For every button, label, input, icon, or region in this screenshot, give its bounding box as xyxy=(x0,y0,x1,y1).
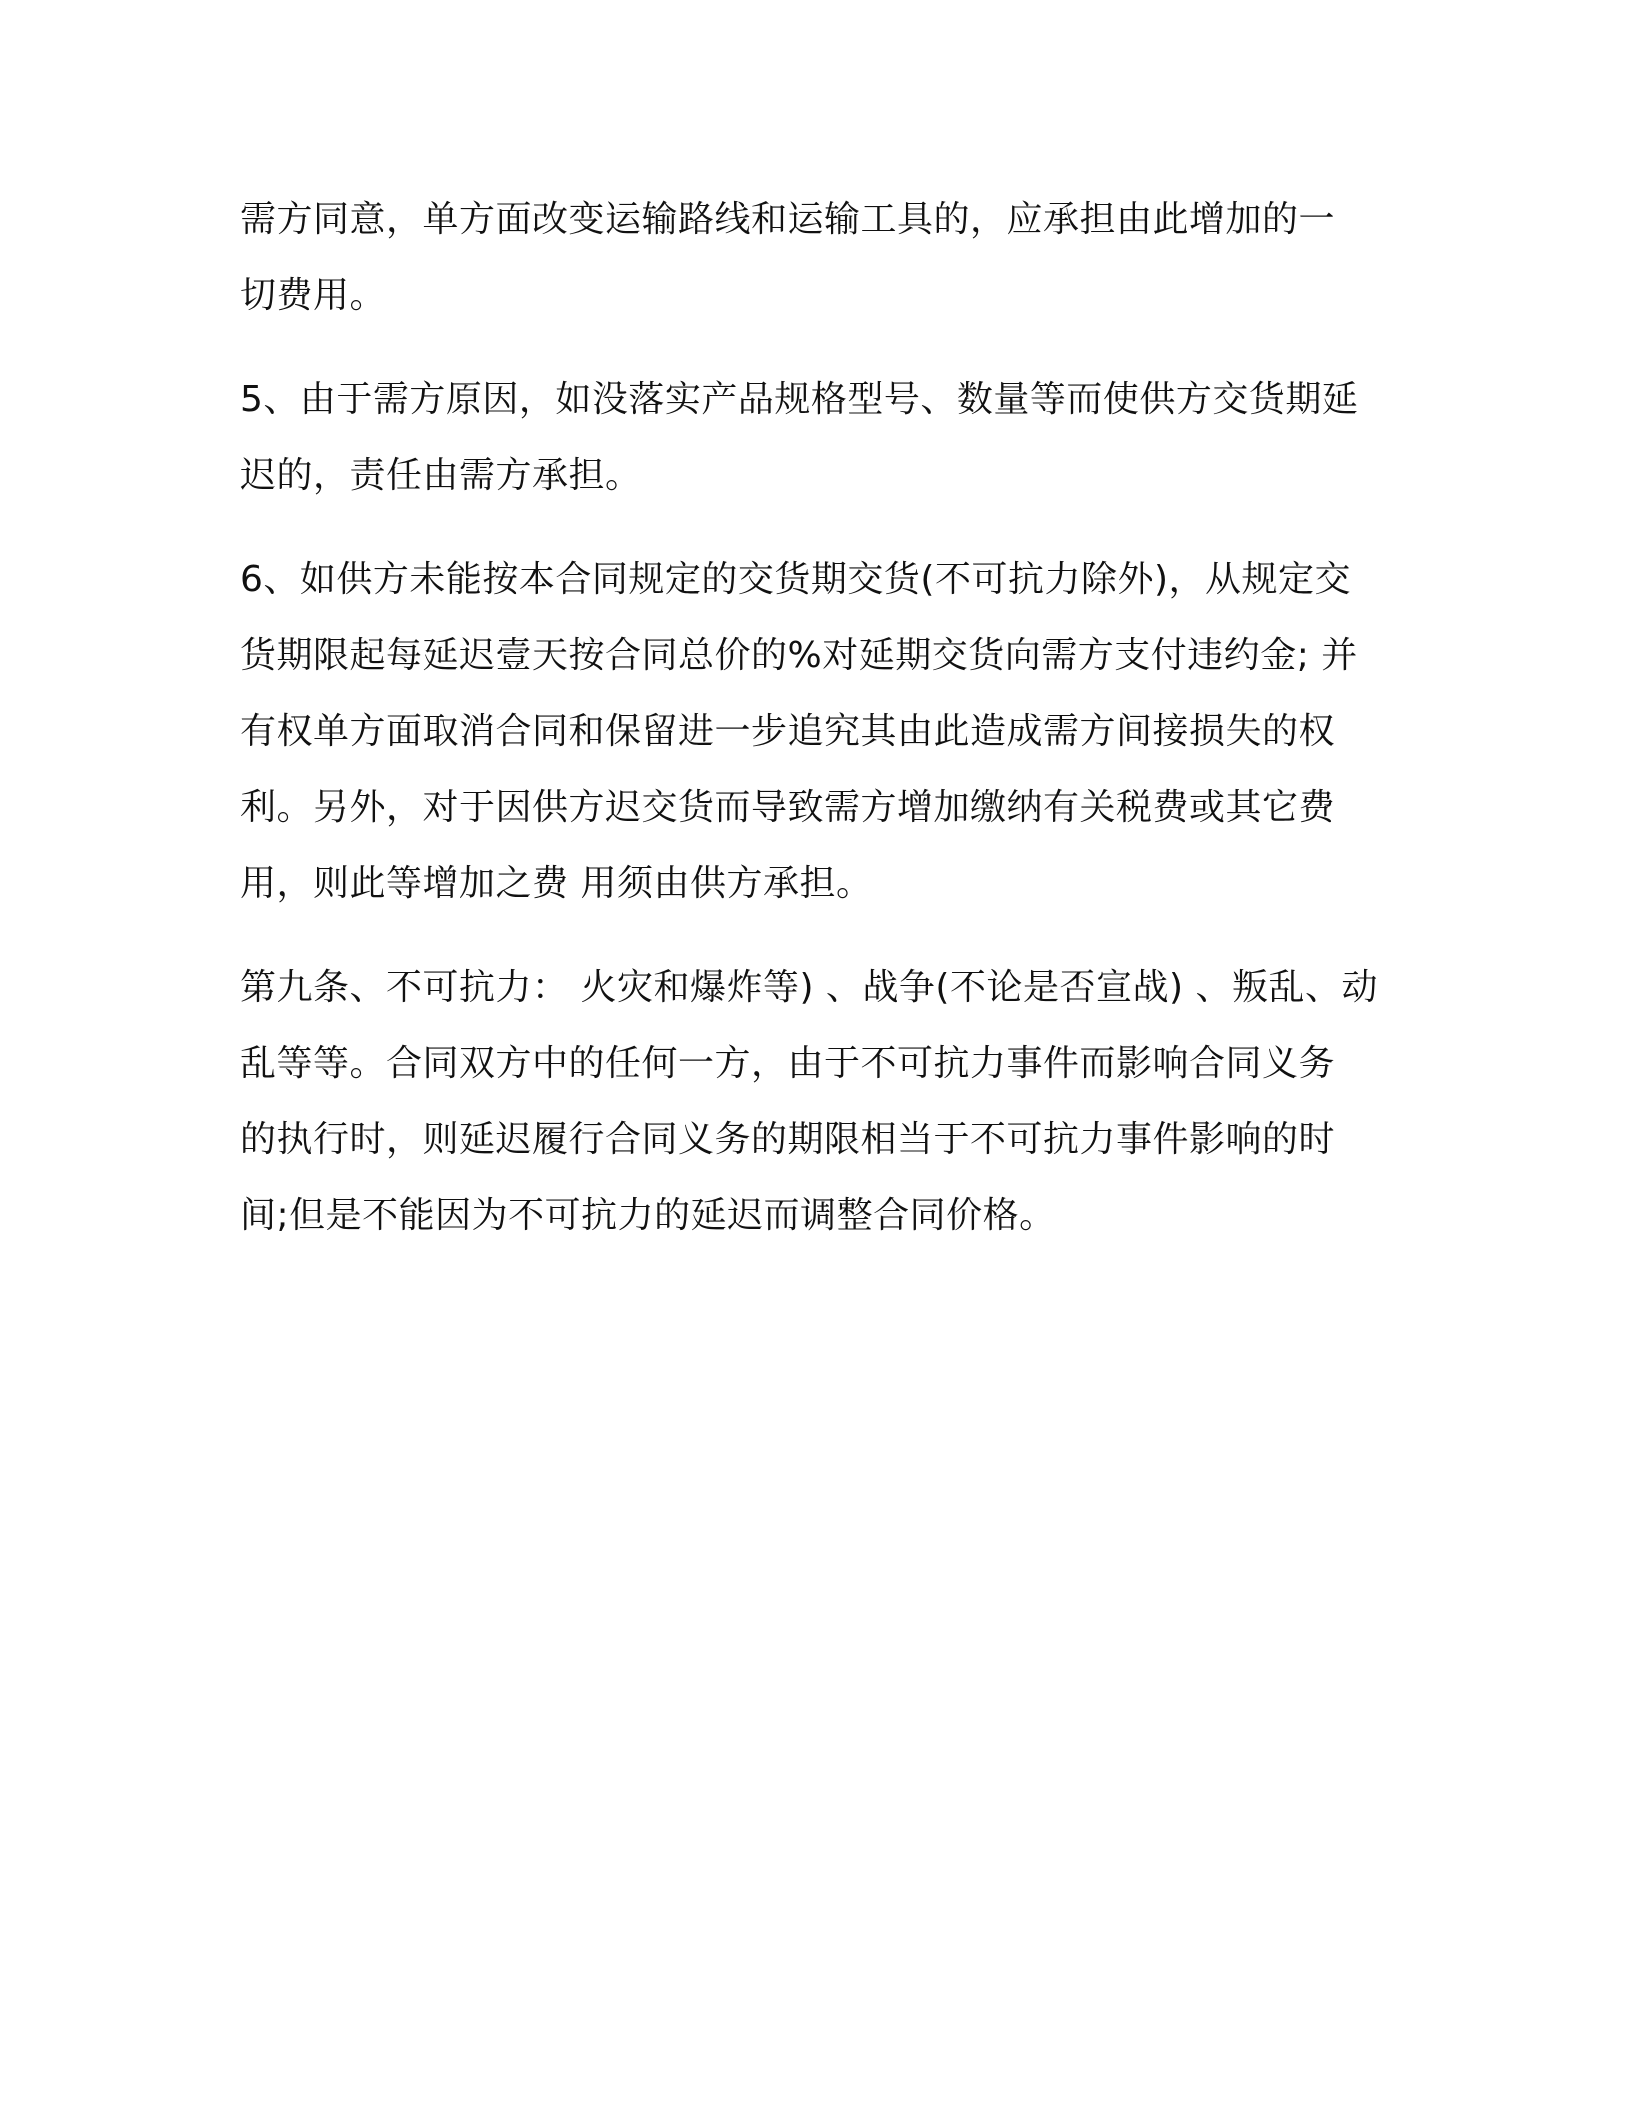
paragraph-4-line-4: 间;但是不能因为不可抗力的延迟而调整合同价格。 xyxy=(240,1195,1056,1236)
paragraph-3-line-4: 利。另外，对于因供方迟交货而导致需方增加缴纳有关税费或其它费 xyxy=(240,787,1336,828)
paragraph-3-line-3: 有权单方面取消合同和保留进一步追究其由此造成需方间接损失的权 xyxy=(240,711,1336,752)
paragraph-3-line-2: 货期限起每延迟壹天按合同总价的%对延期交货向需方支付违约金; 并 xyxy=(240,635,1358,676)
paragraph-3-line-5: 用，则此等增加之费 用须由供方承担。 xyxy=(240,863,873,904)
paragraph-2-line-1: 5、由于需方原因，如没落实产品规格型号、数量等而使供方交货期延 xyxy=(240,379,1359,420)
paragraph-3-line-1: 6、如供方未能按本合同规定的交货期交货(不可抗力除外)，从规定交 xyxy=(240,559,1351,600)
paragraph-1-line-1: 需方同意，单方面改变运输路线和运输工具的，应承担由此增加的一 xyxy=(240,199,1336,240)
paragraph-4-line-3: 的执行时，则延迟履行合同义务的期限相当于不可抗力事件影响的时 xyxy=(240,1119,1336,1160)
paragraph-1-line-2: 切费用。 xyxy=(240,275,387,316)
paragraph-2-line-2: 迟的，责任由需方承担。 xyxy=(240,455,642,496)
paragraph-4-line-1: 第九条、不可抗力： 火灾和爆炸等) 、战争(不论是否宣战) 、叛乱、动 xyxy=(240,967,1378,1008)
paragraph-4-line-2: 乱等等。合同双方中的任何一方，由于不可抗力事件而影响合同义务 xyxy=(240,1043,1336,1084)
